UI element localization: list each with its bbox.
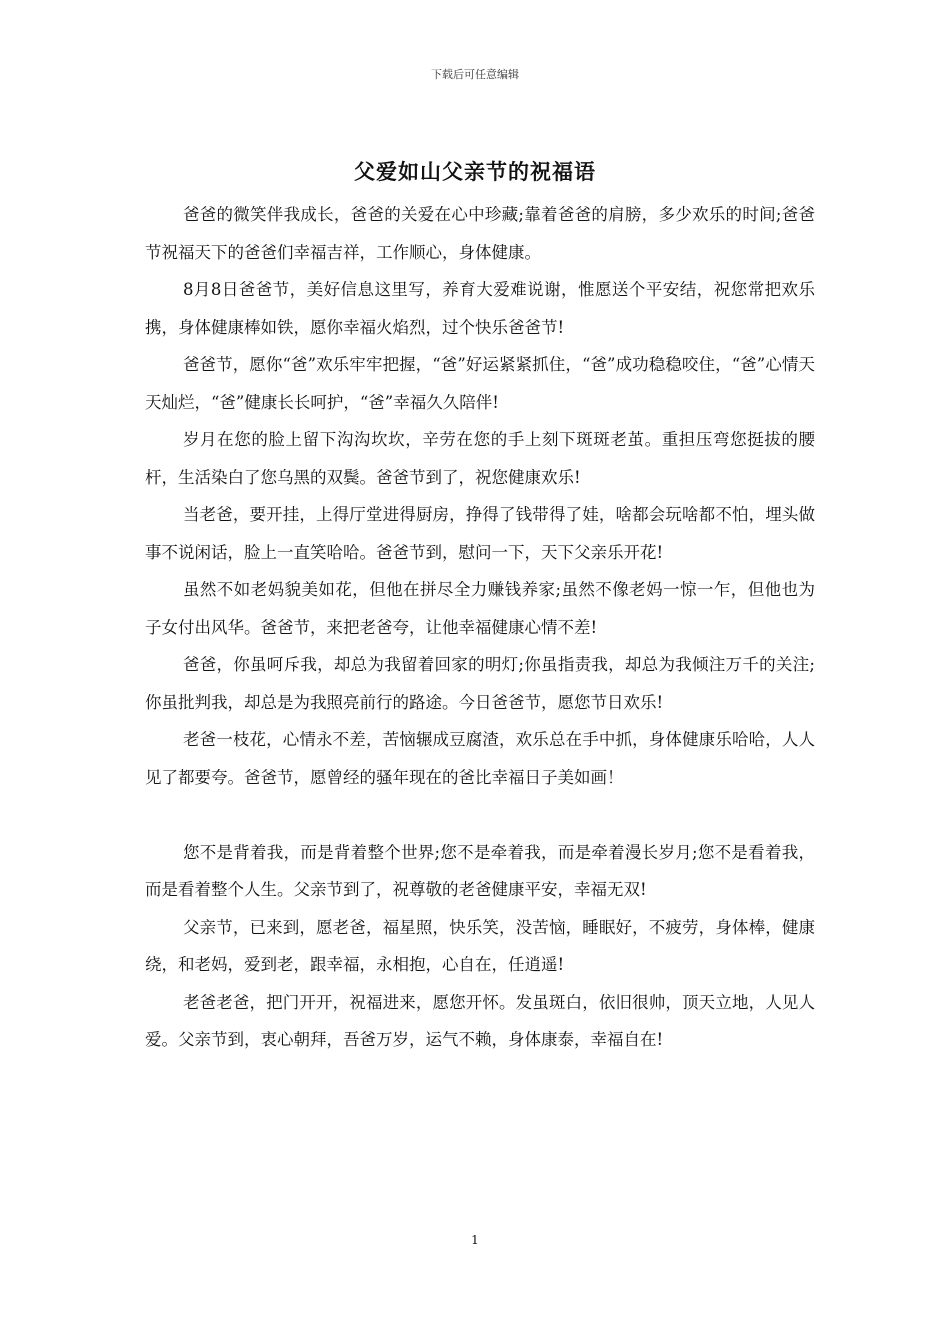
paragraph: 老爸一枝花，心情永不差，苦恼辗成豆腐渣，欢乐总在手中抓，身体健康乐哈哈，人人见了都要夸。爸爸节，愿曾经的骚年现在的爸比幸福日子美如画！ <box>145 730 815 787</box>
paragraph: 岁月在您的脸上留下沟沟坎坎，辛劳在您的手上刻下斑斑老茧。重担压弯您挺拔的腰杆，生活染白了您乌黑的双鬓。爸爸节到了，祝您健康欢乐! <box>145 430 815 487</box>
paragraph: 老爸老爸，把门开开，祝福进来，愿您开怀。发虽斑白，依旧很帅，顶天立地，人见人爱。父亲节到，衷心朝拜，吾爸万岁，运气不赖，身体康泰，幸福自在! <box>145 992 815 1049</box>
paragraph: 当老爸，要开挂，上得厅堂进得厨房，挣得了钱带得了娃，啥都会玩啥都不怕，埋头做事不说闲话，脸上一直笑哈哈。爸爸节到，慰问一下，天下父亲乐开花! <box>145 505 815 562</box>
page-number: 1 <box>471 1233 479 1247</box>
paragraph: 父亲节，已来到，愿老爸，福星照，快乐笑，没苦恼，睡眠好，不疲劳，身体棒，健康绕，和老妈，爱到老，跟幸福，永相抱，心自在，任逍遥! <box>145 917 815 974</box>
paragraph: 爸爸，你虽呵斥我，却总为我留着回家的明灯;你虽指责我，却总为我倾注万千的关注;你虽批判我，却总是为我照亮前行的路途。今日爸爸节，愿您节日欢乐! <box>145 655 815 712</box>
paragraph: 虽然不如老妈貌美如花，但他在拼尽全力赚钱养家;虽然不像老妈一惊一乍，但他也为子女付出风华。爸爸节，来把老爸夸，让他幸福健康心情不差! <box>145 580 815 637</box>
paragraph: 爸爸的微笑伴我成长，爸爸的关爱在心中珍藏;靠着爸爸的肩膀，多少欢乐的时间;爸爸节祝福天下的爸爸们幸福吉祥，工作顺心，身体健康。 <box>145 205 815 262</box>
paragraph: 您不是背着我，而是背着整个世界;您不是牵着我，而是牵着漫长岁月;您不是看着我，而是看着整个人生。父亲节到了，祝尊敬的老爸健康平安，幸福无双! <box>145 842 815 899</box>
page-header: 下载后可任意编辑 <box>431 68 519 81</box>
blank-line <box>145 796 815 834</box>
paragraph: 8月8日爸爸节，美好信息这里写，养育大爱难说谢，惟愿送个平安结，祝您常把欢乐携，身体健康棒如铁，愿你幸福火焰烈，过个快乐爸爸节! <box>145 280 815 337</box>
document-title: 父爱如山父亲节的祝福语 <box>354 159 596 184</box>
paragraph: 爸爸节，愿你“爸”欢乐牢牢把握，“爸”好运紧紧抓住，“爸”成功稳稳咬住，“爸”心情天天灿烂，“爸”健康长长呵护，“爸”幸福久久陪伴! <box>145 355 815 412</box>
document-body <box>145 196 815 1059</box>
